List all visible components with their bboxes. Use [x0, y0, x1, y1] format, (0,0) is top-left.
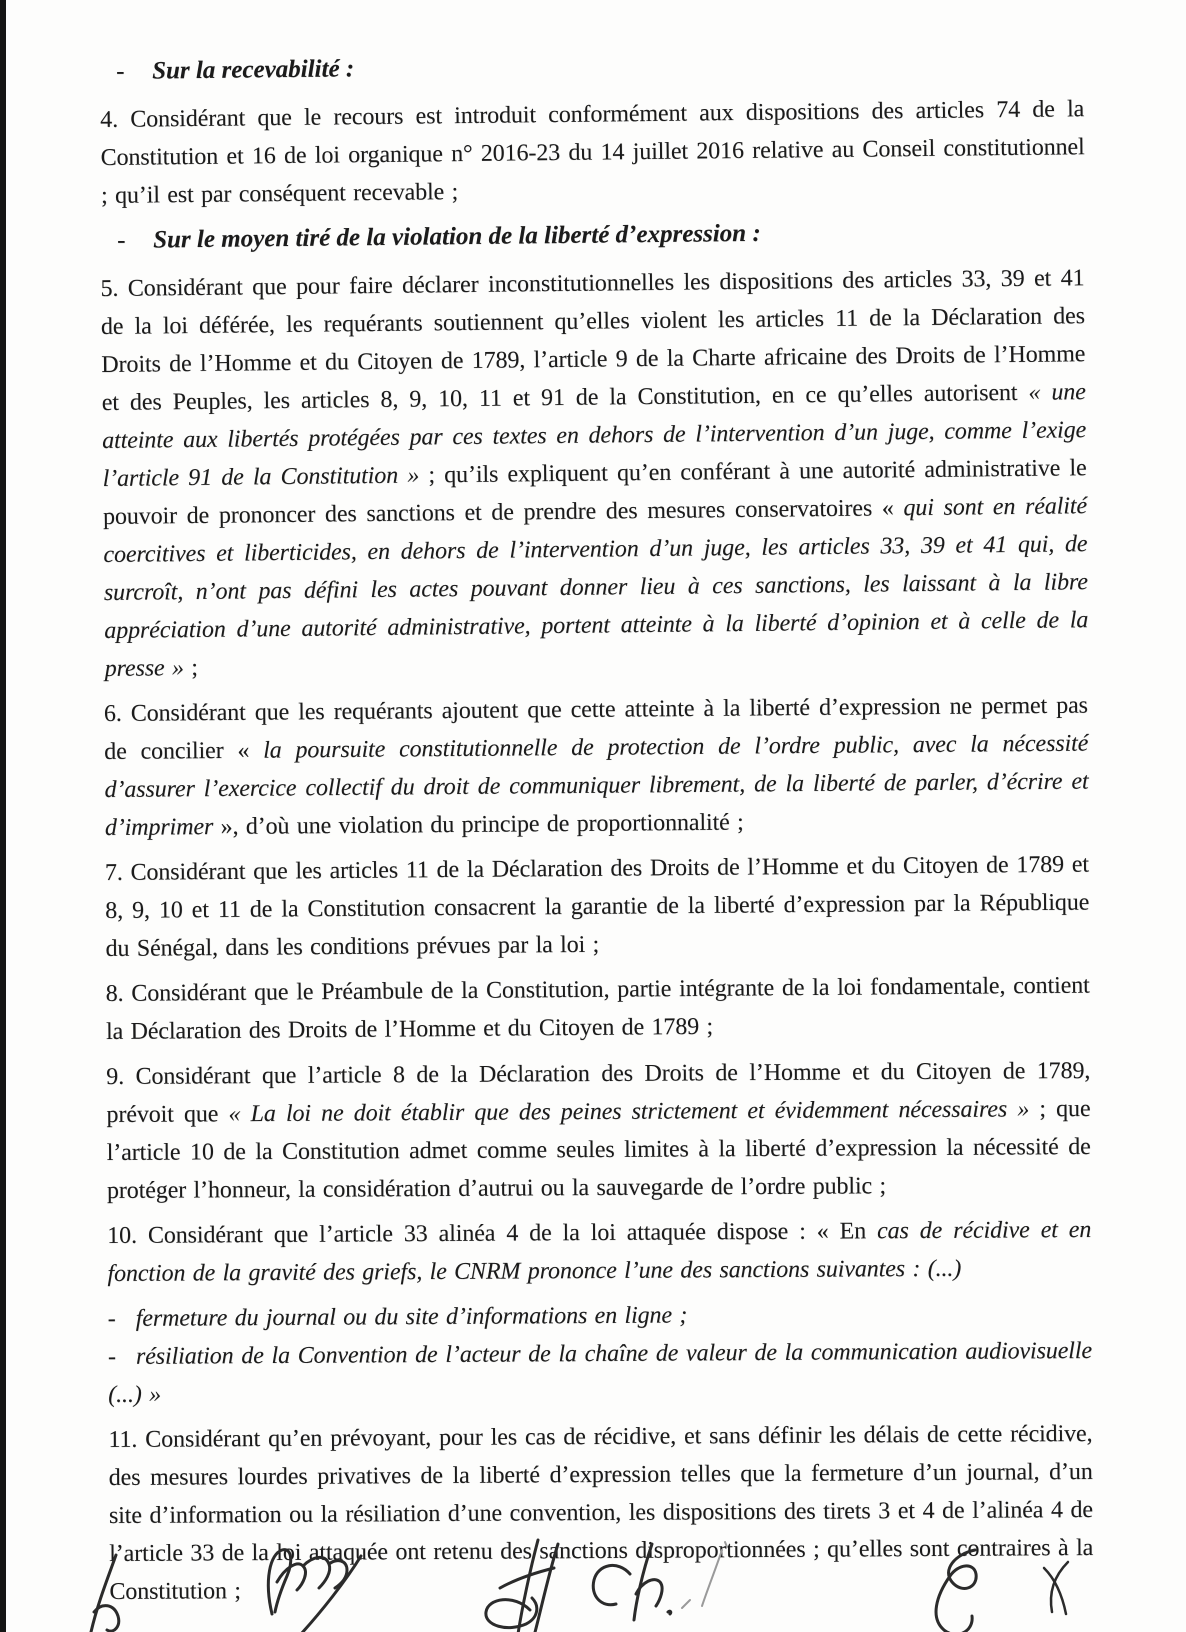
- document-body: [100, 47, 1094, 1618]
- sanction-item-2: [108, 1332, 1092, 1414]
- paragraph-10-quote: cas de récidive et en fonction de la gravité des griefs, le CNRM prononce l’une des sanctions suivantes : (...): [107, 1216, 1092, 1287]
- heading-recevabilite: [116, 42, 1084, 91]
- heading-dash: -: [115, 57, 125, 85]
- paragraph-9: [106, 1052, 1091, 1210]
- paragraph-5-text-3: ;: [183, 654, 198, 682]
- heading-dash: -: [117, 226, 126, 254]
- paragraph-9-text: 9. Considérant que l’article 8 de la Déclaration des Droits de l’Homme et du Citoyen de 1789, prévoit que: [106, 1057, 1091, 1128]
- paragraph-9-text-2: ; que l’article 10 de la Constitution admet comme seules limites à la liberté d’expression la nécessité de protéger l’honneur, la considération d’autrui ou la sauvegarde de l’ordre public ;: [106, 1095, 1091, 1204]
- quoted-sanctions-list: [108, 1294, 1093, 1414]
- paragraph-5-text: 5. Considérant que pour faire déclarer inconstitutionnelles les dispositions des articles 33, 39 et 41 de la loi déférée, les requérants soutiennent qu’elles violent les articles 11 de la Déclaration des Droits de l’Homme et du Citoyen de 1789, l’article 9 de la Charte africaine des Droits de l’Homme et des Peuples, les articles 8, 9, 10, 11 et 91 de la Constitution, en ce qu’elles autorisent: [100, 265, 1086, 417]
- paragraph-11-text: 11. Considérant qu’en prévoyant, pour les cas de récidive, et sans définir les délais de cette récidive, des mesures lourdes privatives de la liberté d’expression telles que la fermeture d’un journal, d’un site d’information ou la résiliation d’une convention, les dispositions des tirets 3 et 4 de l’alinéa 4 de l’article 33 de la loi attaquée ont retenu des sanctions disproportionnées ; qu’elles sont contraires à la Constitution ;: [108, 1420, 1094, 1605]
- paragraph-7-text: 7. Considérant que les articles 11 de la Déclaration des Droits de l’Homme et du Citoyen de 1789 et 8, 9, 10 et 11 de la Constitution consacrent la garantie de la liberté d’expression par la République du Sénégal, dans les conditions prévues par la loi ;: [104, 851, 1090, 962]
- heading-moyen-text: Sur le moyen tiré de la violation de la liberté d’expression :: [153, 219, 761, 254]
- paragraph-5: [100, 259, 1089, 688]
- heading-moyen: [117, 211, 1085, 260]
- sanction-item-2-text: résiliation de la Convention de l’acteur de la chaîne de valeur de la communication audiovisuelle (...) »: [108, 1337, 1093, 1408]
- signature-faint-mark: [682, 1542, 727, 1608]
- signature-paraph-x: [1044, 1562, 1068, 1614]
- bullet-dash: -: [107, 1343, 116, 1370]
- paragraph-6-quote: la poursuite constitutionnelle de protection de l’ordre public, avec la nécessité d’assurer l’exercice collectif du droit de communiquer librement, de la liberté de parler, d’écrire et d’imprimer: [104, 730, 1089, 841]
- paragraph-4: [100, 90, 1085, 215]
- paragraph-9-quote: « La loi ne doit établir que des peines strictement et évidemment nécessaires »: [228, 1096, 1030, 1128]
- signature-paraph-1: [91, 1555, 119, 1632]
- scan-edge-bar: [0, 0, 6, 1632]
- paragraph-8-text: 8. Considérant que le Préambule de la Constitution, partie intégrante de la loi fondamentale, contient la Déclaration des Droits de l’Homme et du Citoyen de 1789 ;: [105, 972, 1090, 1045]
- signature-paraph-ch: [593, 1544, 671, 1620]
- paragraph-5-text-2: ; qu’ils expliquent qu’en conférant à une autorité administrative le pouvoir de prononcer des sanctions et de prendre des mesures conservatoires «: [102, 455, 1087, 530]
- paragraph-8: [106, 967, 1091, 1051]
- paragraph-5-quote-1: « une atteinte aux libertés protégées par ces textes en dehors de l’intervention d’un juge, comme l’exige l’article 91 de la Constitution »: [102, 379, 1087, 492]
- signatures-row: [70, 1522, 1110, 1632]
- paragraph-10: [107, 1211, 1091, 1293]
- sanction-item-1-text: fermeture du journal ou du site d’informations en ligne ;: [135, 1302, 688, 1332]
- paragraph-6: [104, 687, 1089, 847]
- paragraph-4-text: 4. Considérant que le recours est introduit conformément aux dispositions des articles 74 de la Constitution et 16 de loi organique n° 2016-23 du 14 juillet 2016 relative au Conseil constitutionnel ; qu’il est par conséquent recevable ;: [100, 96, 1085, 210]
- paragraph-6-text: 6. Considérant que les requérants ajoutent que cette atteinte à la liberté d’expression ne permet pas de concilier «: [103, 692, 1088, 765]
- bullet-dash: -: [107, 1305, 116, 1332]
- paragraph-5-quote-2: qui sont en réalité coercitives et liberticides, en dehors de l’intervention d’un juge, les articles 33, 39 et 41 qui, de surcroît, n’ont pas défini les actes pouvant donner lieu à ces sanctions, les laissant à la libre appréciation d’une autorité administrative, portent atteinte à la liberté d’opinion et à celle de la presse »: [103, 493, 1089, 682]
- paragraph-7: [105, 846, 1090, 968]
- paragraph-10-text: 10. Considérant que l’article 33 alinéa 4 de la loi attaquée dispose : « En: [107, 1218, 878, 1249]
- signature-paraph-s-loop: [936, 1550, 976, 1632]
- sanction-item-1: [108, 1294, 1092, 1338]
- signature-paraph-3: [486, 1540, 558, 1632]
- signature-paraph-2: [268, 1550, 361, 1632]
- heading-recevabilite-text: Sur la recevabilité :: [151, 55, 355, 85]
- paragraph-6-text-2: », d’où une violation du principe de proportionnalité ;: [213, 809, 744, 841]
